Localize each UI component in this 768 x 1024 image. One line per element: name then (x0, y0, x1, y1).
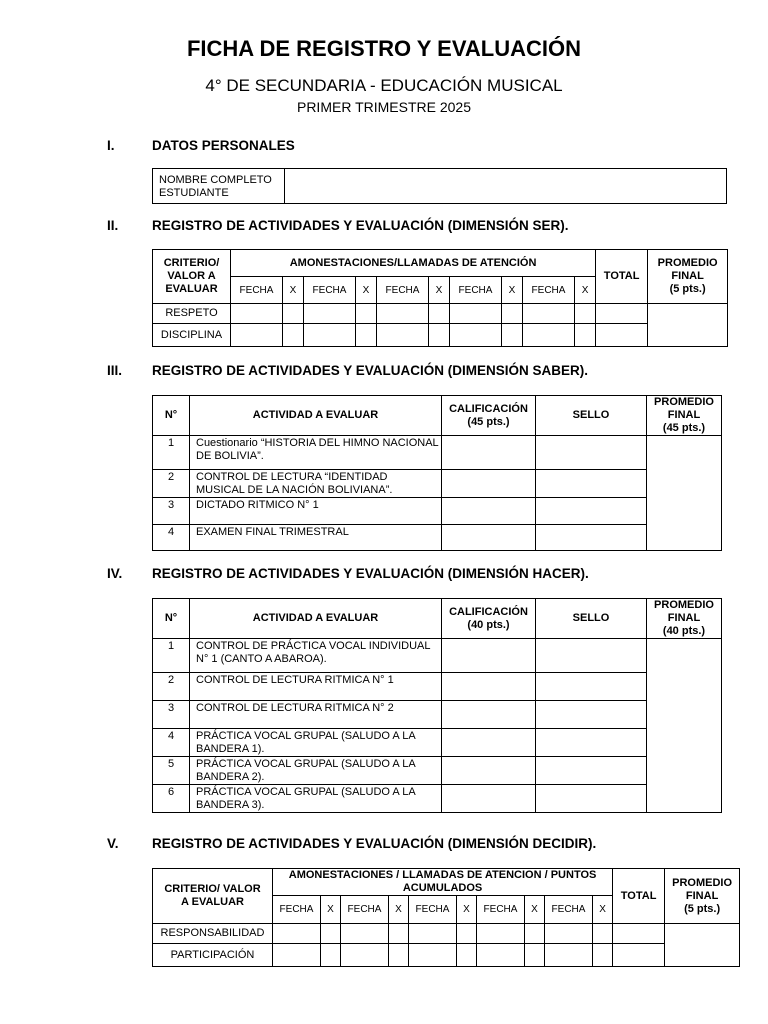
input-cell[interactable] (545, 924, 593, 944)
activity-text: DICTADO RITMICO N° 1 (190, 498, 442, 525)
criterio-label: RESPONSABILIDAD (153, 924, 273, 944)
input-cell[interactable] (389, 924, 409, 944)
section-number: V. (107, 836, 119, 851)
input-cell[interactable] (304, 324, 356, 347)
table-row (153, 785, 722, 813)
x-header: X (356, 277, 377, 304)
sello-cell[interactable] (536, 673, 647, 701)
row-number: 4 (153, 729, 190, 757)
section-title: DATOS PERSONALES (152, 138, 295, 153)
promedio-header: PROMEDIO FINAL (45 pts.) (647, 396, 722, 436)
sello-cell[interactable] (536, 470, 647, 498)
fecha-header: FECHA (523, 277, 575, 304)
num-header: N° (153, 599, 190, 639)
table-row (153, 324, 728, 347)
sello-cell[interactable] (536, 436, 647, 470)
input-cell[interactable] (450, 324, 502, 347)
x-header: X (389, 896, 409, 924)
sello-cell[interactable] (536, 757, 647, 785)
section-title: REGISTRO DE ACTIVIDADES Y EVALUACIÓN (DIMENSIÓN SER). (152, 218, 569, 233)
calificacion-cell[interactable] (442, 757, 536, 785)
total-cell[interactable] (613, 924, 665, 944)
input-cell[interactable] (477, 944, 525, 967)
calificacion-cell[interactable] (442, 639, 536, 673)
input-cell[interactable] (593, 924, 613, 944)
input-cell[interactable] (502, 304, 523, 324)
fecha-header: FECHA (477, 896, 525, 924)
sello-cell[interactable] (536, 525, 647, 551)
activity-text: PRÁCTICA VOCAL GRUPAL (SALUDO A LA BANDERA 3). (190, 785, 442, 813)
x-header: X (575, 277, 596, 304)
sello-header: SELLO (536, 599, 647, 639)
x-header: X (525, 896, 545, 924)
document-title: FICHA DE REGISTRO Y EVALUACIÓN (186, 36, 581, 61)
activity-text: CONTROL DE LECTURA RITMICA N° 1 (190, 673, 442, 701)
input-cell[interactable] (477, 924, 525, 944)
row-number: 2 (153, 673, 190, 701)
total-header: TOTAL (596, 250, 648, 304)
input-cell[interactable] (525, 924, 545, 944)
input-cell[interactable] (377, 304, 429, 324)
table-row (153, 639, 722, 673)
table-row (153, 673, 722, 701)
table-row (153, 757, 722, 785)
activity-text: PRÁCTICA VOCAL GRUPAL (SALUDO A LA BANDERA 2). (190, 757, 442, 785)
criterio-label: RESPETO (153, 304, 231, 324)
input-cell[interactable] (283, 304, 304, 324)
input-cell[interactable] (409, 944, 457, 967)
input-cell[interactable] (593, 944, 613, 967)
total-cell[interactable] (596, 324, 648, 347)
datos-personales-table (152, 168, 727, 204)
table-row (153, 924, 740, 944)
input-cell[interactable] (321, 924, 341, 944)
promedio-cell[interactable] (665, 924, 740, 967)
input-cell[interactable] (356, 304, 377, 324)
input-cell[interactable] (273, 924, 321, 944)
decidir-table (152, 868, 740, 967)
criterio-label: PARTICIPACIÓN (153, 944, 273, 967)
table-row (153, 701, 722, 729)
activity-text: CONTROL DE LECTURA “IDENTIDAD MUSICAL DE LA NACIÓN BOLIVIANA”. (190, 470, 442, 498)
row-number: 1 (153, 436, 190, 470)
input-cell[interactable] (283, 324, 304, 347)
document-trimester: PRIMER TRIMESTRE 2025 (296, 99, 471, 115)
row-number: 1 (153, 639, 190, 673)
input-cell[interactable] (429, 304, 450, 324)
fecha-header: FECHA (377, 277, 429, 304)
table-row (153, 436, 722, 470)
table-row (153, 304, 728, 324)
calificacion-cell[interactable] (442, 470, 536, 498)
input-cell[interactable] (523, 304, 575, 324)
section-number: III. (107, 363, 123, 378)
calificacion-cell[interactable] (442, 673, 536, 701)
amonestaciones-header: AMONESTACIONES/LLAMADAS DE ATENCIÓN (231, 250, 596, 277)
saber-table (152, 395, 722, 551)
activity-text: Cuestionario “HISTORIA DEL HIMNO NACIONAL DE BOLIVIA”. (190, 436, 442, 470)
total-header: TOTAL (613, 869, 665, 924)
actividad-header: ACTIVIDAD A EVALUAR (190, 599, 442, 639)
calificacion-cell[interactable] (442, 436, 536, 470)
sello-cell[interactable] (536, 498, 647, 525)
calificacion-cell[interactable] (442, 525, 536, 551)
section-number: IV. (107, 566, 123, 581)
x-header: X (457, 896, 477, 924)
section-number: I. (107, 138, 115, 153)
input-cell[interactable] (429, 324, 450, 347)
input-cell[interactable] (304, 304, 356, 324)
row-number: 3 (153, 498, 190, 525)
x-header: X (502, 277, 523, 304)
criterio-label: DISCIPLINA (153, 324, 231, 347)
promedio-cell[interactable] (647, 639, 722, 813)
calificacion-header: CALIFICACIÓN (45 pts.) (442, 396, 536, 436)
x-header: X (593, 896, 613, 924)
row-number: 3 (153, 701, 190, 729)
sello-header: SELLO (536, 396, 647, 436)
calificacion-cell[interactable] (442, 729, 536, 757)
activity-text: PRÁCTICA VOCAL GRUPAL (SALUDO A LA BANDERA 1). (190, 729, 442, 757)
fecha-header: FECHA (450, 277, 502, 304)
input-cell[interactable] (409, 924, 457, 944)
input-cell[interactable] (575, 324, 596, 347)
calificacion-cell[interactable] (442, 785, 536, 813)
activity-text: CONTROL DE PRÁCTICA VOCAL INDIVIDUAL N° 1 (CANTO A ABAROA). (190, 639, 442, 673)
ser-table (152, 249, 728, 347)
amonestaciones-header: AMONESTACIONES / LLAMADAS DE ATENCION / PUNTOS ACUMULADOS (273, 869, 613, 896)
table-row (153, 525, 722, 551)
num-header: N° (153, 396, 190, 436)
input-cell[interactable] (389, 944, 409, 967)
section-title: REGISTRO DE ACTIVIDADES Y EVALUACIÓN (DIMENSIÓN HACER). (152, 566, 589, 581)
activity-text: CONTROL DE LECTURA RITMICA N° 2 (190, 701, 442, 729)
criterio-header: CRITERIO/ VALOR A EVALUAR (153, 869, 273, 924)
row-number: 4 (153, 525, 190, 551)
fecha-header: FECHA (273, 896, 321, 924)
promedio-header: PROMEDIO FINAL (40 pts.) (647, 599, 722, 639)
hacer-table (152, 598, 722, 813)
input-cell[interactable] (341, 924, 389, 944)
criterio-header: CRITERIO/ VALOR A EVALUAR (153, 250, 231, 304)
input-cell[interactable] (231, 304, 283, 324)
x-header: X (283, 277, 304, 304)
promedio-cell[interactable] (647, 436, 722, 551)
document-subtitle: 4° DE SECUNDARIA - EDUCACIÓN MUSICAL (205, 76, 563, 95)
calificacion-cell[interactable] (442, 701, 536, 729)
sello-cell[interactable] (536, 785, 647, 813)
input-cell[interactable] (273, 944, 321, 967)
x-header: X (321, 896, 341, 924)
sello-cell[interactable] (536, 639, 647, 673)
section-number: II. (107, 218, 119, 233)
row-number: 6 (153, 785, 190, 813)
fecha-header: FECHA (341, 896, 389, 924)
activity-text: EXAMEN FINAL TRIMESTRAL (190, 525, 442, 551)
input-cell[interactable] (525, 944, 545, 967)
input-cell[interactable] (457, 924, 477, 944)
actividad-header: ACTIVIDAD A EVALUAR (190, 396, 442, 436)
input-cell[interactable] (356, 324, 377, 347)
promedio-header: PROMEDIO FINAL (5 pts.) (648, 250, 728, 304)
input-cell[interactable] (457, 944, 477, 967)
calificacion-cell[interactable] (442, 498, 536, 525)
section-title: REGISTRO DE ACTIVIDADES Y EVALUACIÓN (DIMENSIÓN DECIDIR). (152, 836, 597, 851)
table-row (153, 944, 740, 967)
table-row (153, 729, 722, 757)
promedio-header: PROMEDIO FINAL (5 pts.) (665, 869, 740, 924)
row-number: 5 (153, 757, 190, 785)
total-cell[interactable] (596, 304, 648, 324)
input-cell[interactable] (321, 944, 341, 967)
nombre-label: NOMBRE COMPLETO ESTUDIANTE (153, 169, 285, 204)
fecha-header: FECHA (231, 277, 283, 304)
sello-cell[interactable] (536, 701, 647, 729)
table-row (153, 498, 722, 525)
x-header: X (429, 277, 450, 304)
input-cell[interactable] (502, 324, 523, 347)
input-cell[interactable] (450, 304, 502, 324)
section-title: REGISTRO DE ACTIVIDADES Y EVALUACIÓN (DIMENSIÓN SABER). (152, 363, 589, 378)
promedio-cell[interactable] (648, 304, 728, 347)
row-number: 2 (153, 470, 190, 498)
total-cell[interactable] (613, 944, 665, 967)
sello-cell[interactable] (536, 729, 647, 757)
input-cell[interactable] (231, 324, 283, 347)
fecha-header: FECHA (304, 277, 356, 304)
table-row (153, 470, 722, 498)
input-cell[interactable] (575, 304, 596, 324)
input-cell[interactable] (545, 944, 593, 967)
input-cell[interactable] (341, 944, 389, 967)
input-cell[interactable] (377, 324, 429, 347)
input-cell[interactable] (523, 324, 575, 347)
calificacion-header: CALIFICACIÓN (40 pts.) (442, 599, 536, 639)
fecha-header: FECHA (545, 896, 593, 924)
nombre-field[interactable] (285, 169, 727, 204)
fecha-header: FECHA (409, 896, 457, 924)
